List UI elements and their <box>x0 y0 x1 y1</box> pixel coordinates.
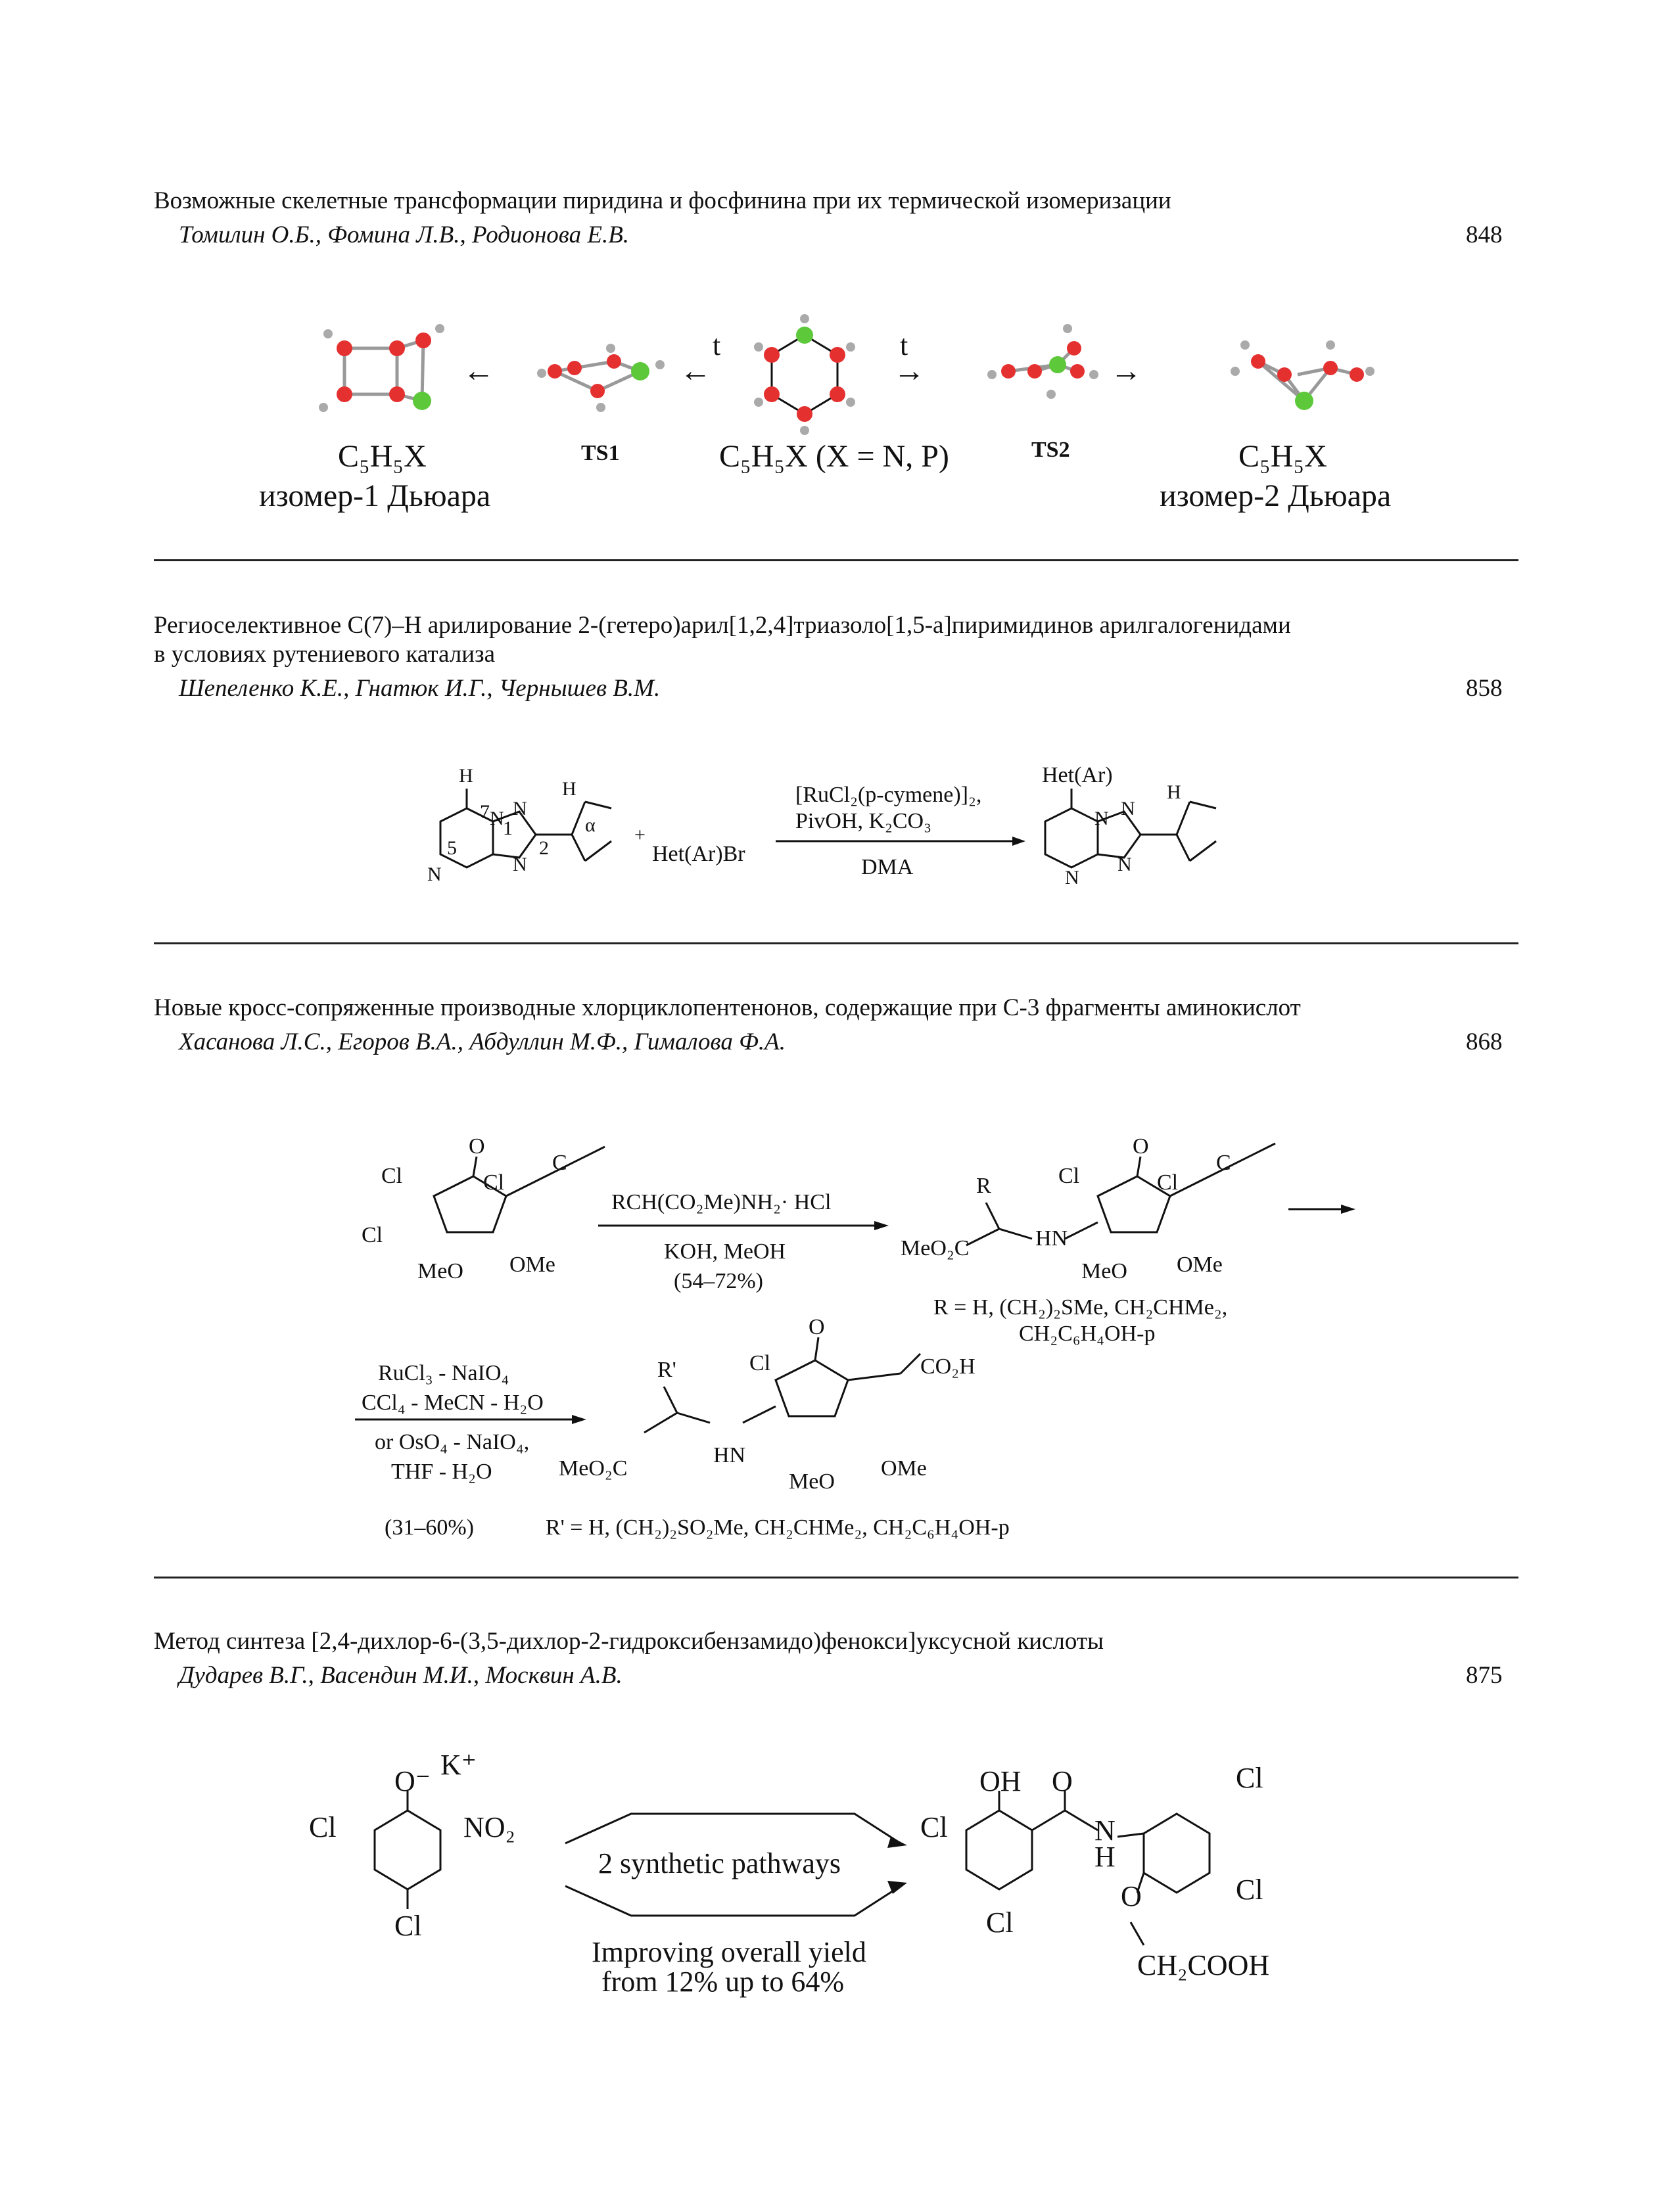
left-isomer-name: изомер-1 Дьюара <box>259 478 491 513</box>
svg-text:CO₂H: CO₂H <box>920 1354 976 1379</box>
svg-text:O⁻: O⁻ <box>394 1765 431 1797</box>
svg-text:OMe: OMe <box>881 1456 927 1481</box>
divider-3 <box>154 1577 1518 1578</box>
molecule-ts2 <box>987 324 1098 399</box>
arrow-t-right: t <box>900 329 908 361</box>
entry-3-title: Новые кросс-сопряженные производные хлорциклопентенонов, содержащие при С-3 фрагменты аминокислот <box>154 994 1301 1021</box>
svg-text:2: 2 <box>539 837 549 859</box>
scheme-4 <box>289 1735 1394 2017</box>
step1-conditions: KOH, MeOH <box>664 1239 786 1264</box>
entry-1-authors: Томилин О.Б., Фомина Л.В., Родионова Е.В. <box>179 221 630 248</box>
divider-2 <box>154 942 1518 944</box>
svg-text:H: H <box>562 778 576 800</box>
r-definition-2: CH₂C₆H₄OH-p <box>1019 1322 1156 1346</box>
svg-text:N: N <box>1094 1814 1116 1847</box>
product-substituent: Het(Ar) <box>1042 763 1113 787</box>
step2-yield: (31–60%) <box>385 1515 474 1540</box>
arrow-t-left: t <box>713 329 721 361</box>
scheme-1 <box>154 309 1521 526</box>
molecule-pyridine <box>754 314 855 435</box>
svg-text:O: O <box>1133 1134 1149 1159</box>
improvement-line-1: Improving overall yield <box>592 1936 866 1968</box>
svg-text:OMe: OMe <box>509 1253 555 1277</box>
arrow-left-2: ← <box>680 354 711 388</box>
additives: PivOH, K₂CO₃ <box>795 809 931 833</box>
r-prime-definition: R' = H, (CH₂)₂SO₂Me, CH₂CHMe₂, CH₂C₆H₄OH-p <box>546 1515 1010 1540</box>
svg-text:Cl: Cl <box>920 1811 948 1843</box>
step2-alt-2: THF - H₂O <box>391 1460 492 1484</box>
svg-text:Cl: Cl <box>309 1811 337 1843</box>
right-isomer-name: изомер-2 Дьюара <box>1160 478 1392 513</box>
side-chain: CH₂COOH <box>1137 1949 1270 1981</box>
solvent: DMA <box>861 855 914 879</box>
svg-text:Cl: Cl <box>1236 1762 1263 1794</box>
reactant-phenoxide <box>375 1791 440 1909</box>
svg-text:5: 5 <box>447 837 457 859</box>
entry-1-title: Возможные скелетные трансформации пиридина и фосфинина при их термической изомеризации <box>154 187 1171 214</box>
svg-text:N: N <box>427 864 442 885</box>
divider-1 <box>154 559 1518 561</box>
r-definition-1: R = H, (CH₂)₂SMe, CH₂CHMe₂, <box>933 1295 1228 1320</box>
svg-text:Cl: Cl <box>362 1223 383 1247</box>
svg-text:N: N <box>1065 867 1079 888</box>
step2-reagent-1: RuCl₃ - NaIO₄ <box>378 1361 509 1385</box>
svg-text:N: N <box>490 808 504 829</box>
step1-reagent: RCH(CO₂Me)NH₂· HCl <box>611 1190 832 1214</box>
svg-text:HN: HN <box>1035 1226 1068 1251</box>
right-formula: C₅H₅X <box>1238 439 1327 474</box>
svg-text:K⁺: K⁺ <box>440 1749 477 1781</box>
svg-text:R': R' <box>657 1358 676 1382</box>
svg-text:N: N <box>1121 798 1135 819</box>
entry-4-title: Метод синтеза [2,4-дихлор-6-(3,5-дихлор-2-гидроксибензамидо)фенокси]уксусной кислоты <box>154 1628 1104 1655</box>
entry-4-page[interactable]: 875 <box>1466 1662 1503 1689</box>
ts2-label: TS2 <box>1031 438 1070 462</box>
entry-1-page[interactable]: 848 <box>1466 221 1503 248</box>
entry-2-authors: Шепеленко К.Е., Гнатюк И.Г., Чернышев В.М. <box>179 675 661 702</box>
arrow-left-1: ← <box>463 354 494 388</box>
svg-text:NO₂: NO₂ <box>463 1811 515 1843</box>
svg-text:MeO: MeO <box>789 1469 835 1494</box>
catalyst: [RuCl₂(p-cymene)]₂, <box>795 783 982 807</box>
svg-text:N: N <box>1117 854 1132 875</box>
molecule-dewar-2 <box>1231 340 1375 410</box>
svg-text:Cl: Cl <box>381 1164 403 1188</box>
svg-text:OMe: OMe <box>1177 1253 1223 1277</box>
improvement-line-2: from 12% up to 64% <box>601 1966 845 1998</box>
reactant-cyclopentenone <box>434 1147 605 1232</box>
svg-text:Cl: Cl <box>986 1906 1014 1939</box>
svg-text:C: C <box>552 1151 567 1175</box>
svg-text:H: H <box>1167 781 1181 803</box>
reagent-hetarbr: Het(Ar)Br <box>652 842 745 866</box>
entry-2-title-line2: в условиях рутениевого катализа <box>154 641 496 668</box>
scheme-3 <box>355 1117 1407 1564</box>
svg-text:O: O <box>809 1315 825 1339</box>
svg-text:Cl: Cl <box>394 1910 422 1942</box>
left-formula: C₅H₅X <box>338 439 427 474</box>
arrow-right-1: → <box>893 354 925 388</box>
molecule-dewar-1 <box>319 324 444 412</box>
svg-text:H: H <box>1094 1841 1116 1873</box>
svg-text:HN: HN <box>713 1443 746 1467</box>
product-cyclopentenone <box>644 1337 920 1433</box>
svg-text:Cl: Cl <box>1236 1874 1263 1906</box>
pathways-label: 2 synthetic pathways <box>598 1847 841 1879</box>
entry-3-page[interactable]: 868 <box>1466 1028 1503 1055</box>
svg-text:O: O <box>1052 1765 1073 1797</box>
svg-text:C: C <box>1216 1151 1231 1175</box>
scheme-2 <box>408 762 1262 913</box>
step1-yield: (54–72%) <box>674 1269 763 1293</box>
entry-2-page[interactable]: 858 <box>1466 675 1503 702</box>
entry-4-authors: Дударев В.Г., Васендин М.И., Москвин А.В. <box>179 1662 623 1689</box>
center-formula: C₅H₅X (X = N, P) <box>719 439 949 474</box>
step2-alt-1: or OsO₄ - NaIO₄, <box>375 1430 530 1454</box>
svg-text:7: 7 <box>480 801 490 823</box>
svg-text:N: N <box>513 798 527 819</box>
svg-text:Cl: Cl <box>1058 1164 1080 1188</box>
entry-3-authors: Хасанова Л.С., Егоров В.А., Абдуллин М.Ф., Гималова Ф.А. <box>179 1028 786 1055</box>
svg-text:H: H <box>459 765 473 787</box>
svg-text:O: O <box>469 1134 485 1159</box>
entry-2-title-line1: Региоселективное C(7)–H арилирование 2-(гетеро)арил[1,2,4]триазоло[1,5-a]пиримидинов арилгалогенидами <box>154 612 1291 639</box>
molecule-ts1 <box>537 344 665 412</box>
svg-text:N: N <box>513 854 527 875</box>
svg-text:MeO₂C: MeO₂C <box>559 1456 628 1481</box>
ts1-label: TS1 <box>581 441 620 465</box>
svg-text:MeO: MeO <box>417 1259 463 1283</box>
arrow-right-2: → <box>1110 354 1142 388</box>
svg-text:Cl: Cl <box>483 1170 505 1195</box>
svg-text:α: α <box>585 814 596 836</box>
svg-text:Cl: Cl <box>749 1351 771 1375</box>
svg-text:MeO: MeO <box>1081 1259 1127 1283</box>
svg-text:+: + <box>634 824 646 846</box>
step2-reagent-2: CCl₄ - MeCN - H₂O <box>362 1391 544 1415</box>
svg-text:MeO₂C: MeO₂C <box>901 1236 970 1260</box>
svg-text:R: R <box>976 1174 991 1198</box>
svg-text:OH: OH <box>979 1765 1022 1797</box>
svg-text:1: 1 <box>503 818 513 839</box>
svg-text:O: O <box>1121 1880 1142 1912</box>
svg-text:N: N <box>1094 808 1109 829</box>
svg-text:Cl: Cl <box>1157 1170 1179 1195</box>
